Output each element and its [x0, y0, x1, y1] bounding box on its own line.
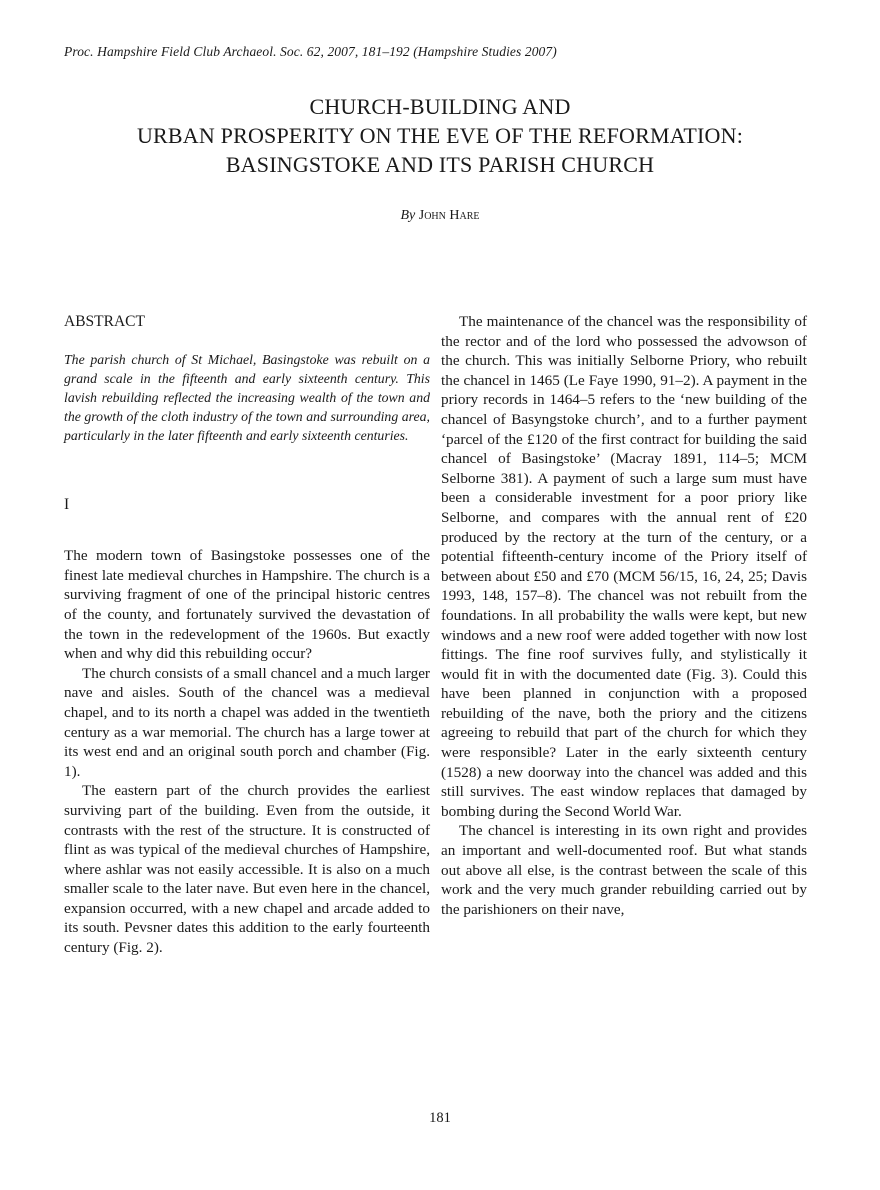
- author-name: John Hare: [418, 208, 480, 223]
- body-paragraph: The modern town of Basingstoke possesses one of the finest late medieval churches in Hampshire. The church is a surviving fragment of one of the principal historic centres of the county, and fortunately survived the devastation of the town in the redevelopment of the 1960s. But exactly when and why did this rebuilding occur?: [64, 547, 430, 663]
- body-paragraph: The maintenance of the chancel was the responsibility of the rector and of the lord who possessed the advowson of the church. This was initially Selborne Priory, who rebuilt the chancel in 1465 (Le Faye 1990, 91–2). A payment in the priory records in 1464–5 refers to the ‘new building of the chancel of Basyngstoke church’, and to a further payment ‘parcel of the £120 of the first contract for building the said chancel of Basingstoke’ (Macray 1891, 114–5; MCM Selborne 381). A payment of such a large sum must have been a considerable investment for a poor priory like Selborne, and compares with the annual rent of £20 produced by the rectory at the turn of the century, or a potential fifteenth-century income of the Priory itself of between about £50 and £70 (MCM 56/15, 16, 24, 25; Davis 1993, 148, 157–8). The chancel was not rebuilt from the foundations. In all probability the walls were kept, but new windows and a new roof were added together with now lost fittings. The fine roof survives fully, and stylistically it would fit in with the documented date (Fig. 3). Could this have been planned in conjunction with a proposed rebuilding of the nave, both the priory and the citizens agreeing to rebuild that part of the church for which they were responsible? Later in the early sixteenth century (1528) a new doorway into the chancel was added and this still survives. The east window replaces that damaged by bombing during the Second World War.: [441, 313, 807, 820]
- left-column: [64, 312, 430, 958]
- page-number: 181: [429, 1110, 451, 1126]
- section-number: I: [64, 495, 70, 513]
- right-column: [441, 312, 807, 919]
- title-line-2: URBAN PROSPERITY ON THE EVE OF THE REFORMATION:: [136, 123, 744, 148]
- body-paragraph: The church consists of a small chancel and a much larger nave and aisles. South of the chancel was a medieval chapel, and to its north a chapel was added in the twentieth century as a war memorial. The church has a large tower at its west end and an original south porch and chamber (Fig. 1).: [64, 664, 430, 780]
- byline-by: By: [400, 208, 416, 223]
- body-paragraph: The chancel is interesting in its own right and provides an important and well-documented roof. But what stands out above all else, is the contrast between the scale of this work and the very much grander rebuilding carried out by the parishioners on their nave,: [441, 822, 807, 918]
- abstract-heading: ABSTRACT: [64, 313, 145, 330]
- title-line-1: CHURCH-BUILDING AND: [309, 94, 571, 119]
- abstract-text: The parish church of St Michael, Basingstoke was rebuilt on a grand scale in the fifteenth and early sixteenth century. This lavish rebuilding reflected the increasing wealth of the town and the growth of the cloth industry of the town and surrounding area, particularly in the later fifteenth and early sixteenth centuries.: [64, 351, 430, 443]
- running-head: Proc. Hampshire Field Club Archaeol. Soc. 62, 2007, 181–192 (Hampshire Studies 2007): [64, 44, 557, 59]
- title-line-3: BASINGSTOKE AND ITS PARISH CHURCH: [225, 152, 655, 177]
- body-paragraph: The eastern part of the church provides the earliest surviving part of the building. Even from the outside, it contrasts with the rest of the structure. It is constructed of flint as was typical of the medieval churches of Hampshire, where ashlar was not easily accessible. It is also on a much smaller scale to the later nave. But even here in the chancel, expansion occurred, with a new chapel and arcade added to its south. Pevsner dates this addition to the early fourteenth century (Fig. 2).: [64, 782, 430, 957]
- byline: [0, 208, 880, 224]
- article-title: [0, 92, 880, 179]
